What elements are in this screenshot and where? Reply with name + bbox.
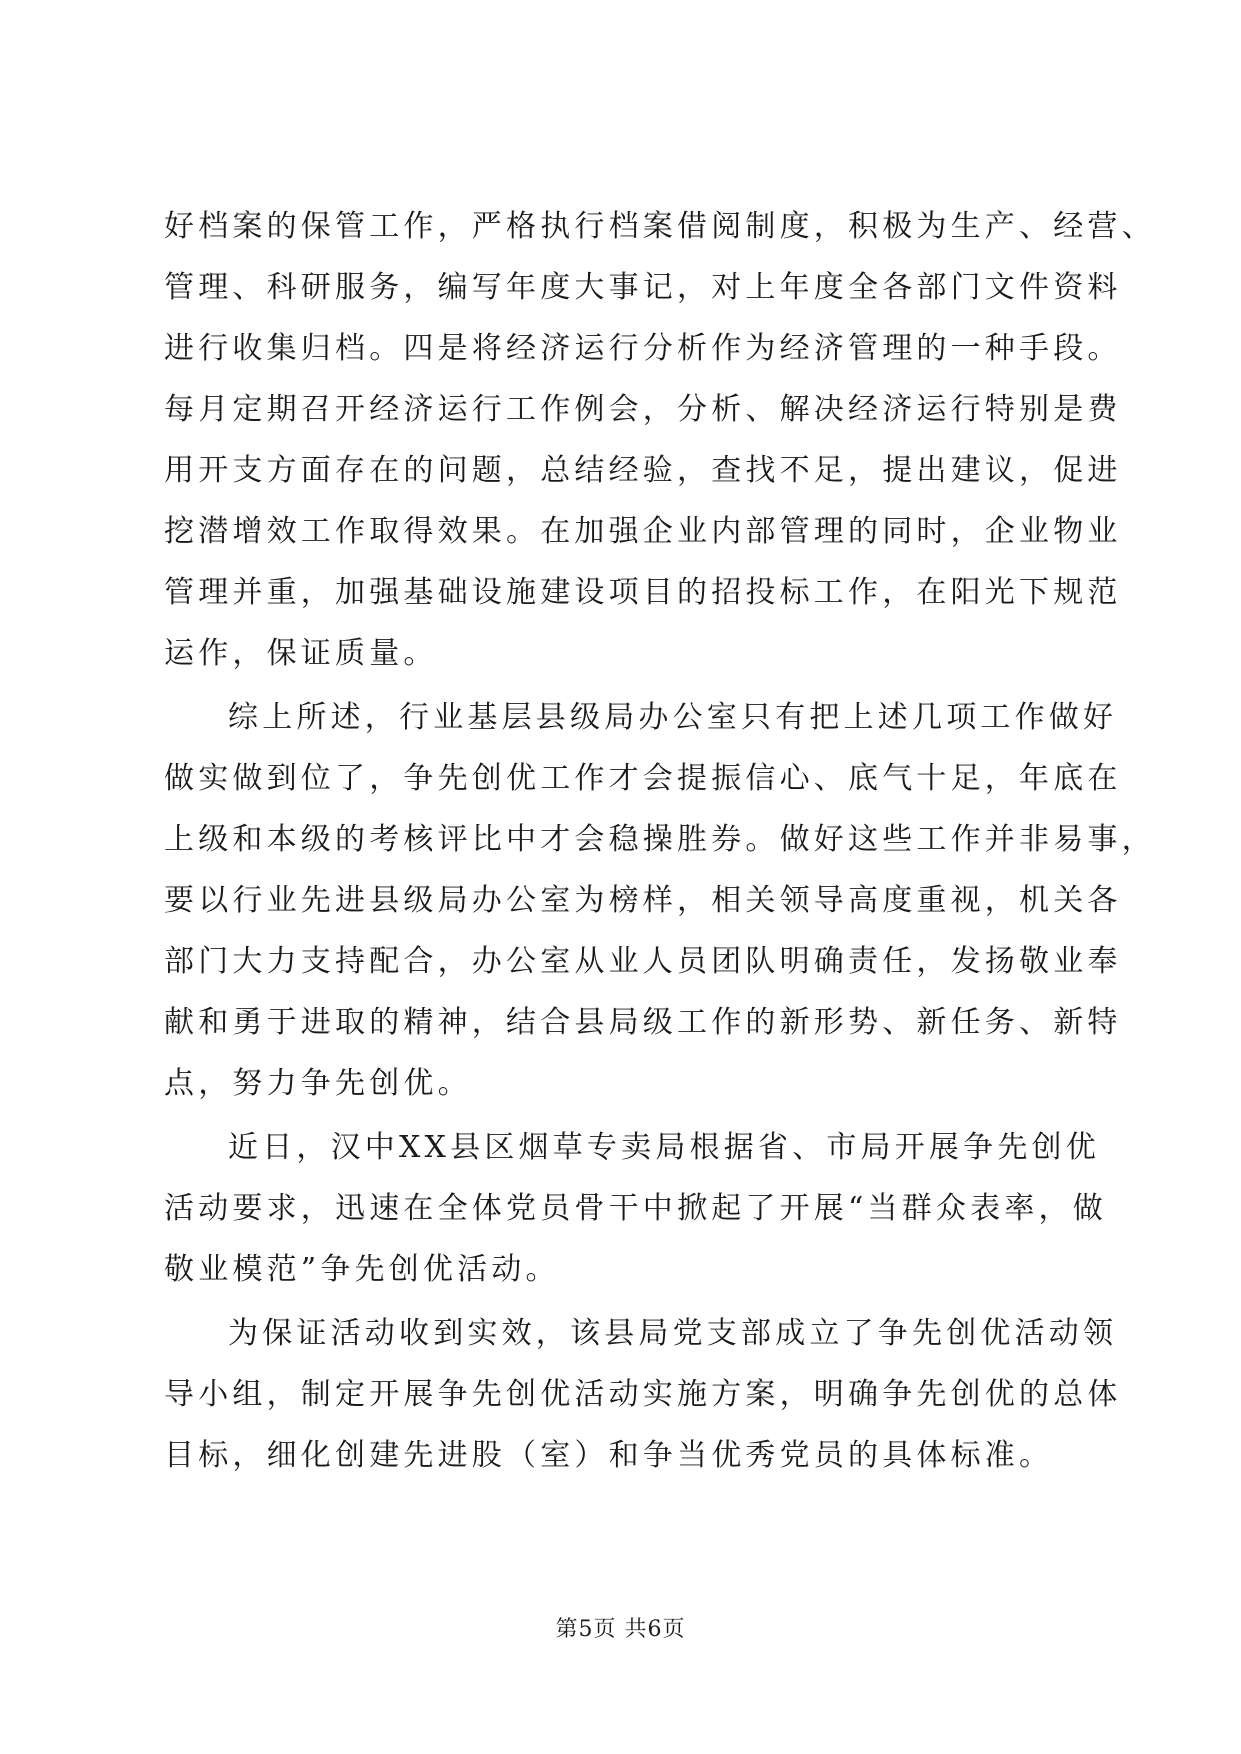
text-line: 敬业模范”争先创优活动。 [164,1252,560,1287]
text-line: 要以行业先进县级局办公室为榜样，相关领导高度重视，机关各 [164,883,1122,918]
text-line: 活动要求，迅速在全体党员骨干中掀起了开展“当群众表率，做 [164,1191,1107,1226]
text-line: 上级和本级的考核评比中才会稳操胜券。做好这些工作并非易事， [164,822,1156,857]
text-line: 导小组，制定开展争先创优活动实施方案，明确争先创优的总体 [164,1377,1122,1412]
text-line: 好档案的保管工作，严格执行档案借阅制度，积极为生产、经营、 [164,209,1156,244]
paragraph-2 [164,687,1156,1114]
text-line: 近日，汉中XX县区烟草专卖局根据省、市局开展争先创优 [228,1130,1100,1165]
text-line: 挖潜增效工作取得效果。在加强企业内部管理的同时，企业物业 [164,514,1122,549]
text-line: 点，努力争先创优。 [164,1066,472,1101]
text-line: 每月定期召开经济运行工作例会，分析、解决经济运行特别是费 [164,392,1122,427]
text-line: 目标，细化创建先进股（室）和争当优秀党员的具体标准。 [164,1438,1054,1473]
text-line: 进行收集归档。四是将经济运行分析作为经济管理的一种手段。 [164,331,1122,366]
text-line: 做实做到位了，争先创优工作才会提振信心、底气十足，年底在 [164,761,1122,796]
paragraph-3 [164,1117,1107,1300]
text-line: 为保证活动收到实效，该县局党支部成立了争先创优活动领 [228,1316,1118,1351]
text-line: 部门大力支持配合，办公室从业人员团队明确责任，发扬敬业奉 [164,944,1122,979]
text-line: 用开支方面存在的问题，总结经验，查找不足，提出建议，促进 [164,453,1122,488]
page-number-footer: 第5页 共6页 [555,1617,686,1642]
document-body [164,196,1156,1486]
text-line: 管理并重，加强基础设施建设项目的招投标工作，在阳光下规范 [164,575,1122,610]
paragraph-1 [164,196,1156,684]
text-line: 管理、科研服务，编写年度大事记，对上年度全各部门文件资料 [164,270,1122,305]
text-line: 献和勇于进取的精神，结合县局级工作的新形势、新任务、新特 [164,1005,1122,1040]
text-line: 运作，保证质量。 [164,636,438,671]
paragraph-4 [164,1303,1122,1486]
text-line: 综上所述，行业基层县级局办公室只有把上述几项工作做好 [228,700,1118,735]
